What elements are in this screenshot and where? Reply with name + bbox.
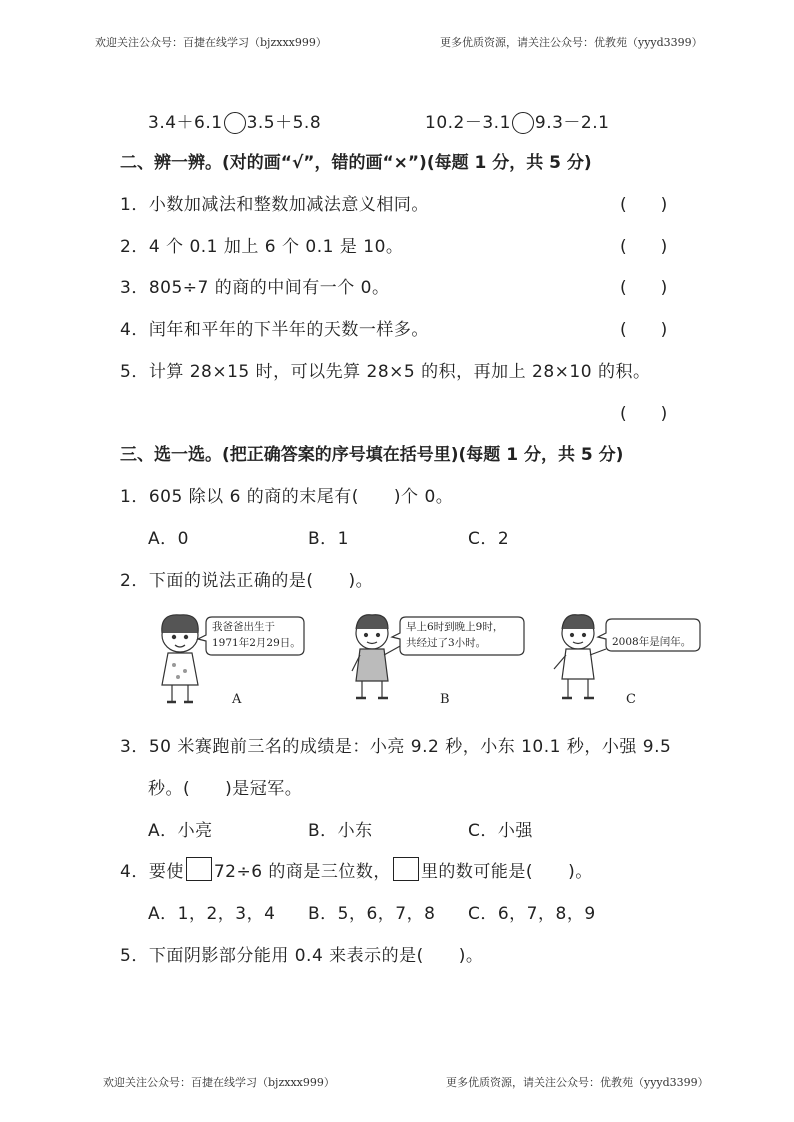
compare-left-a: 3.4＋6.1 [148,113,223,133]
compare-right [425,108,609,134]
judge-answer-4[interactable]: ( ) [620,320,668,340]
footer-right-text: 更多优质资源，请关注公众号：优教苑（yyyd3399） [446,1076,709,1089]
compare-left-b: 3.5＋5.8 [246,113,322,133]
section3-title: 三、选一选。(把正确答案的序号填在括号里)(每题 1 分，共 5 分) [120,445,624,465]
judge-answer-1[interactable]: ( ) [620,195,668,215]
compare-right-a: 10.2－3.1 [425,113,511,133]
q2-option-a-label[interactable]: A [232,692,242,707]
choice-q3-line2: 秒。( )是冠军。 [148,779,303,799]
header-left-text: 欢迎关注公众号：百捷在线学习（bjzxxx999） [95,36,327,49]
footer-left-text: 欢迎关注公众号：百捷在线学习（bjzxxx999） [103,1076,335,1089]
choice-q3-line1: 3．50 米赛跑前三名的成绩是：小亮 9.2 秒，小东 10.1 秒，小强 9.5 [120,737,672,757]
judge-item-3: 3．805÷7 的商的中间有一个 0。 [120,278,390,298]
compare-circle-right[interactable] [512,112,534,134]
q2-option-b-label[interactable]: B [440,692,450,707]
blank-box-2[interactable] [393,857,419,881]
judge-answer-2[interactable]: ( ) [620,237,668,257]
bubble-b-line2: 共经过了3小时。 [406,637,487,649]
judge-item-5: 5．计算 28×15 时，可以先算 28×5 的积，再加上 28×10 的积。 [120,362,651,382]
bubble-c-line1: 2008年是闰年。 [612,636,692,648]
choice-q1-option-b[interactable]: B．1 [308,529,349,549]
choice-q3-option-c[interactable]: C．小强 [468,821,533,841]
choice-q4-option-a[interactable]: A．1，2，3，4 [148,904,276,924]
judge-item-2: 2．4 个 0.1 加上 6 个 0.1 是 10。 [120,237,404,257]
choice-q3-option-b[interactable]: B．小东 [308,821,373,841]
choice-q4 [120,857,593,882]
choice-q1-option-a[interactable]: A．0 [148,529,189,549]
judge-item-4: 4．闰年和平年的下半年的天数一样多。 [120,320,429,340]
choice-q2: 2．下面的说法正确的是( )。 [120,571,374,591]
compare-circle-left[interactable] [224,112,246,134]
section2-title: 二、辨一辨。(对的画“√”，错的画“×”)(每题 1 分，共 5 分) [120,153,592,173]
bubble-a-line2: 1971年2月29日。 [212,637,301,649]
bubble-b-line1: 早上6时到晚上9时， [406,621,504,633]
choice-q3-option-a[interactable]: A．小亮 [148,821,213,841]
boy-figure-icon [352,615,402,698]
judge-answer-5[interactable]: ( ) [620,404,668,424]
boy-c-figure-icon [554,615,606,698]
choice-q5: 5．下面阴影部分能用 0.4 来表示的是( )。 [120,946,484,966]
q2-option-c-label[interactable]: C [626,692,636,707]
compare-left [148,108,321,134]
choice-q1: 1．605 除以 6 的商的末尾有( )个 0。 [120,487,454,507]
girl-figure-icon [162,615,198,702]
judge-item-1: 1．小数加减法和整数加减法意义相同。 [120,195,429,215]
bubble-a-line1: 我爸爸出生于 [212,621,275,633]
blank-box-1[interactable] [186,857,212,881]
choice-q4-option-b[interactable]: B．5，6，7，8 [308,904,436,924]
choice-q4-pre: 4．要使 [120,862,184,882]
choice-q1-option-c[interactable]: C．2 [468,529,510,549]
choice-q4-option-c[interactable]: C．6，7，8，9 [468,904,596,924]
choice-q4-mid: 72÷6 的商是三位数， [213,862,391,882]
header-right-text: 更多优质资源，请关注公众号：优教苑（yyyd3399） [440,36,703,49]
judge-answer-3[interactable]: ( ) [620,278,668,298]
choice-q4-post: 里的数可能是( )。 [420,862,593,882]
compare-right-b: 9.3－2.1 [534,113,610,133]
